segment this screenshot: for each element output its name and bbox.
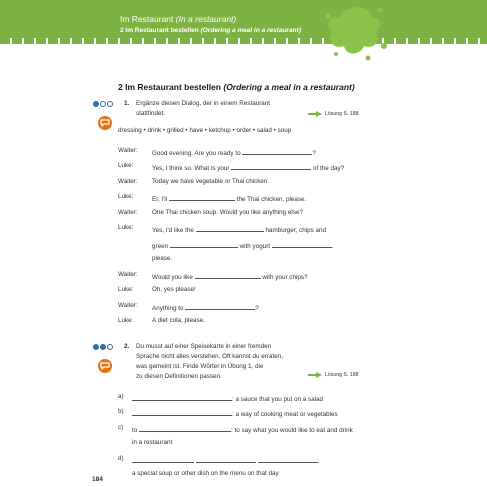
exercise-instruction: Ergänze diesen Dialog, der in einem Restaurant xyxy=(136,100,271,107)
solution-reference: Lösung S. 188 xyxy=(308,111,358,117)
definition-line: : xyxy=(132,455,319,465)
answer-blank[interactable] xyxy=(132,393,232,401)
definition-line: a special soup or other dish on the menu on that day xyxy=(132,470,279,477)
exercise-number: 2. xyxy=(124,343,130,350)
dialogue-line: Oh, yes please! xyxy=(152,286,196,293)
exercise-instruction: Du musst auf einer Speisekarte in einer fremden xyxy=(136,343,272,350)
speaker-label: Waiter: xyxy=(118,147,138,154)
answer-blank[interactable] xyxy=(242,147,312,155)
answer-blank[interactable] xyxy=(132,455,194,463)
dialogue-line: Today we have vegetable or Thai chicken. xyxy=(152,178,270,185)
answer-blank[interactable] xyxy=(169,193,235,201)
speech-bubble-icon xyxy=(98,116,112,130)
arrow-icon xyxy=(308,372,322,378)
exercise-instruction: was gemeint ist. Finde Wörter in Übung 1, die xyxy=(136,363,264,370)
definition-line: : a way of cooking meat or vegetables xyxy=(132,408,338,418)
answer-blank[interactable] xyxy=(196,455,256,463)
item-label: c) xyxy=(118,424,124,431)
speech-bubble-icon xyxy=(98,359,112,373)
speaker-label: Luke: xyxy=(118,162,134,169)
answer-blank[interactable] xyxy=(139,424,231,432)
dialogue-line: One Thai chicken soup. Would you like anything else? xyxy=(152,209,303,216)
speaker-label: Waiter: xyxy=(118,209,138,216)
dialogue-line: Yes, I think so. What is your of the day? xyxy=(152,162,344,172)
exercise-number: 1. xyxy=(124,100,130,107)
definition-line: to : to say what you would like to eat and drink xyxy=(132,424,353,434)
page-number: 184 xyxy=(92,476,103,483)
answer-blank[interactable] xyxy=(272,240,332,248)
speaker-label: Waiter: xyxy=(118,178,138,185)
solution-reference: Lösung S. 188 xyxy=(308,372,358,378)
banner-title: Im Restaurant (In a restaurant) xyxy=(120,14,237,24)
item-label: d) xyxy=(118,455,124,462)
dialogue-line: Yes, I'd like the hamburger, chips and xyxy=(152,224,326,234)
definition-line: : a sauce that you put on a salad xyxy=(132,393,323,403)
item-label: b) xyxy=(118,408,124,415)
banner-edge xyxy=(0,38,487,44)
speaker-label: Luke: xyxy=(118,317,134,324)
speaker-label: Waiter: xyxy=(118,271,138,278)
difficulty-dots xyxy=(93,344,113,350)
banner-subtitle: 2 Im Restaurant bestellen (Ordering a meal in a restaurant) xyxy=(120,27,301,34)
answer-blank[interactable] xyxy=(196,224,264,232)
paint-splash-icon xyxy=(318,2,388,64)
definition-line: in a restaurant xyxy=(132,439,173,446)
speaker-label: Luke: xyxy=(118,224,134,231)
answer-blank[interactable] xyxy=(132,408,232,416)
answer-blank[interactable] xyxy=(231,162,311,170)
dialogue-line: Anything to ? xyxy=(152,302,259,312)
exercise-instruction: stattfindet. xyxy=(136,110,166,117)
difficulty-dots xyxy=(93,101,113,107)
answer-blank[interactable] xyxy=(170,240,238,248)
arrow-icon xyxy=(308,111,322,117)
dialogue-line: Good evening. Are you ready to ? xyxy=(152,147,316,157)
speaker-label: Waiter: xyxy=(118,302,138,309)
exercise-instruction: zu diesen Definitionen passen. xyxy=(136,373,222,380)
answer-blank[interactable] xyxy=(185,302,255,310)
exercise-instruction: Sprache nicht alles verstehen. Oft kannst du erraten, xyxy=(136,353,284,360)
answer-blank[interactable] xyxy=(258,455,318,463)
section-title: 2 Im Restaurant bestellen (Ordering a meal in a restaurant) xyxy=(118,82,355,92)
item-label: a) xyxy=(118,393,124,400)
dialogue-line: please. xyxy=(152,255,173,262)
header-banner xyxy=(0,0,487,44)
word-bank: dressing • drink • grilled • have • ketchup • order • salad • soup xyxy=(118,127,292,134)
dialogue-line: Would you like with your chips? xyxy=(152,271,308,281)
speaker-label: Luke: xyxy=(118,286,134,293)
answer-blank[interactable] xyxy=(195,271,261,279)
speaker-label: Luke: xyxy=(118,193,134,200)
dialogue-line: green with yogurt . xyxy=(152,240,334,250)
dialogue-line: A diet cola, please. xyxy=(152,317,205,324)
dialogue-line: Er, I'll the Thai chicken, please. xyxy=(152,193,306,203)
